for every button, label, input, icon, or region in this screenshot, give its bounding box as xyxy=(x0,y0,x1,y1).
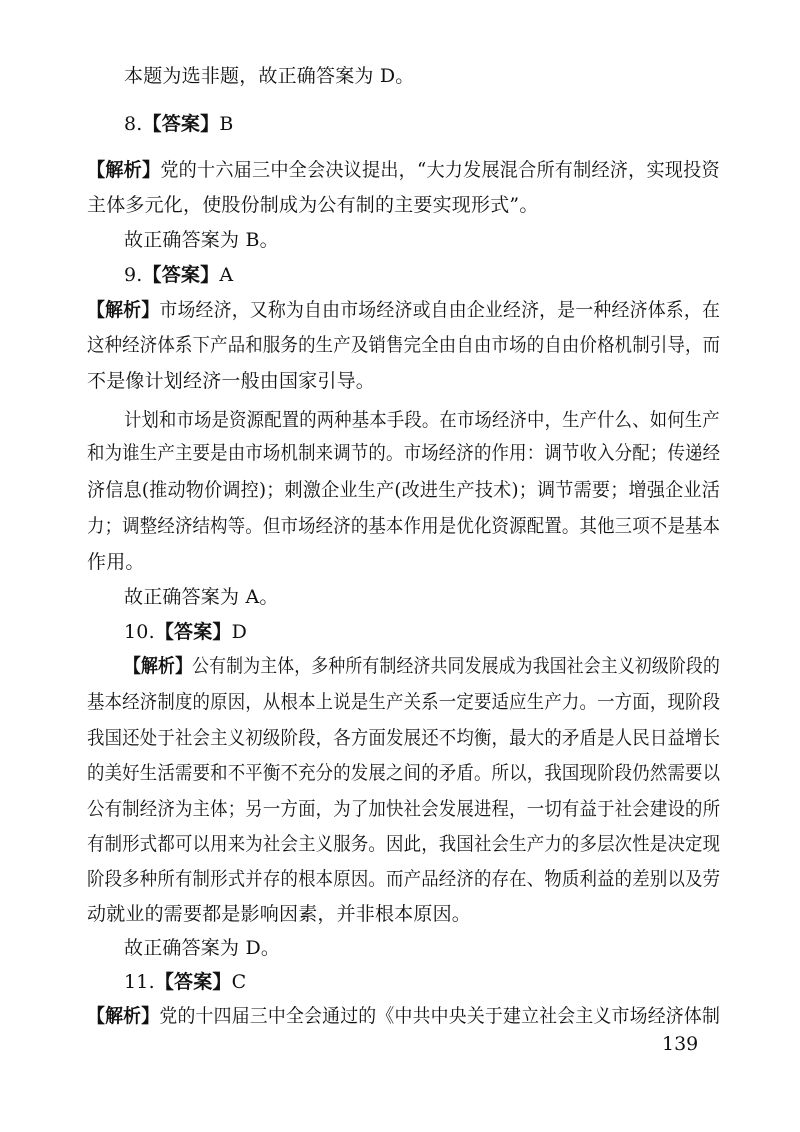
q10-analysis-line: 阶段多种所有制形式并存的根本原因。而产品经济的存在、物质利益的差别以及劳 xyxy=(87,868,721,890)
q9-analysis-line: 这种经济体系下产品和服务的生产及销售完全由自由市场的自由价格机制引导，而 xyxy=(87,334,721,356)
q7-conclusion: 本题为选非题，故正确答案为 D。 xyxy=(124,65,415,87)
q10-analysis-line: 我国还处于社会主义初级阶段，各方面发展还不均衡，最大的矛盾是人民日益增长 xyxy=(87,727,721,749)
q8-analysis-line: 【解析】党的十六届三中全会决议提出，“大力发展混合所有制经济，实现投资 xyxy=(87,159,720,181)
q11-answer-line: 11.【答案】C xyxy=(124,971,247,993)
page-number: 139 xyxy=(662,1033,699,1055)
q10-analysis-line: 基本经济制度的原因，从根本上说是生产关系一定要适应生产力。一方面，现阶段 xyxy=(87,691,721,713)
q9-analysis-line: 【解析】市场经济，又称为自由市场经济或自由企业经济，是一种经济体系，在 xyxy=(87,299,721,321)
q8-answer-line: 8.【答案】B xyxy=(124,113,234,135)
q10-conclusion: 故正确答案为 D。 xyxy=(124,937,281,959)
q8-conclusion: 故正确答案为 B。 xyxy=(124,229,279,251)
q10-analysis-line: 公有制经济为主体；另一方面，为了加快社会发展进程，一切有益于社会建设的所 xyxy=(87,798,721,820)
q9-conclusion: 故正确答案为 A。 xyxy=(124,586,279,608)
q10-analysis-line: 的美好生活需要和不平衡不充分的发展之间的矛盾。所以，我国现阶段仍然需要以 xyxy=(87,762,721,784)
q9-analysis-line: 不是像计划经济一般由国家引导。 xyxy=(87,370,376,392)
q10-answer-line: 10.【答案】D xyxy=(124,621,248,643)
q9-paragraph-line: 和为谁生产主要是由市场机制来调节的。市场经济的作用：调节收入分配；传递经 xyxy=(87,442,721,464)
q10-analysis-line: 【解析】公有制为主体，多种所有制经济共同发展成为我国社会主义初级阶段的 xyxy=(124,655,721,677)
q9-paragraph-line: 作用。 xyxy=(87,551,145,573)
q9-paragraph-line: 济信息(推动物价调控)；刺激企业生产(改进生产技术)；调节需要；增强企业活 xyxy=(87,479,721,501)
q9-answer-line: 9.【答案】A xyxy=(124,264,234,286)
q10-analysis-line: 动就业的需要都是影响因素，并非根本原因。 xyxy=(87,903,472,925)
q8-analysis-line: 主体多元化，使股份制成为公有制的主要实现形式”。 xyxy=(87,194,539,216)
q11-analysis-line: 【解析】党的十四届三中全会通过的《中共中央关于建立社会主义市场经济体制 xyxy=(87,1005,721,1027)
q10-analysis-line: 有制形式都可以用来为社会主义服务。因此，我国社会生产力的多层次性是决定现 xyxy=(87,833,721,855)
q9-paragraph-line: 力；调整经济结构等。但市场经济的基本作用是优化资源配置。其他三项不是基本 xyxy=(87,515,721,537)
q9-paragraph-line: 计划和市场是资源配置的两种基本手段。在市场经济中，生产什么、如何生产 xyxy=(124,409,720,431)
